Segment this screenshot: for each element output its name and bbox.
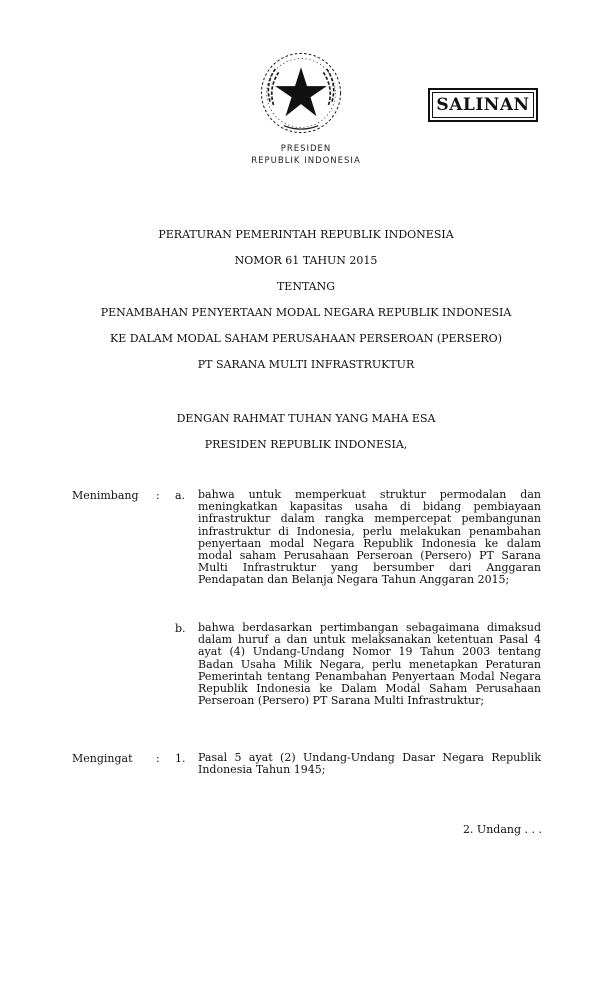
mengingat-colon: : bbox=[156, 752, 160, 765]
menimbang-paragraph-a: bahwa untuk memperkuat struktur permodalan dan meningkatkan kapasitas usaha di bidang pembiayaan infrastruktur dalam rangka mempercepat pembangunan infrastruktur di Indonesia, perlu melakukan penambahan penyertaan modal Negara Republik Indonesia ke dalam modal saham Perusahaan Perseroan (Persero) PT Sarana Multi Infrastruktur yang bersumber dari Anggaran Pendapatan dan Belanja Negara Tahun Anggaran 2015; bbox=[198, 488, 541, 587]
regulation-subject-line3: PT SARANA MULTI INFRASTRUKTUR bbox=[197, 358, 415, 371]
preamble-president: PRESIDEN REPUBLIK INDONESIA, bbox=[204, 438, 408, 451]
regulation-subject-line1: PENAMBAHAN PENYERTAAN MODAL NEGARA REPUBLIK INDONESIA bbox=[100, 306, 512, 319]
item-marker: 1. bbox=[175, 752, 186, 765]
salinan-label: SALINAN bbox=[436, 95, 530, 115]
salinan-stamp bbox=[428, 88, 538, 122]
regulation-subject-line2: KE DALAM MODAL SAHAM PERUSAHAAN PERSEROAN (PERSERO) bbox=[109, 332, 502, 345]
page-continuation: 2. Undang . . . bbox=[462, 823, 542, 836]
regulation-title: PERATURAN PEMERINTAH REPUBLIK INDONESIA bbox=[158, 228, 454, 241]
office-line-republik: REPUBLIK INDONESIA bbox=[251, 156, 361, 166]
preamble-divine-grace: DENGAN RAHMAT TUHAN YANG MAHA ESA bbox=[176, 412, 436, 425]
menimbang-paragraph-b: bahwa berdasarkan pertimbangan sebagaimana dimaksud dalam huruf a dan untuk melaksanakan ketentuan Pasal 4 ayat (4) Undang-Undang Nomor 19 Tahun 2003 tentang Badan Usaha Milik Negara, perlu menetapkan Peraturan Pemerintah tentang Penambahan Penyertaan Modal Negara Republik Indonesia ke Dalam Modal Saham Perusahaan Perseroan (Persero) PT Sarana Multi Infrastruktur; bbox=[198, 621, 541, 708]
menimbang-label: Menimbang bbox=[72, 489, 139, 502]
office-line-presiden: PRESIDEN bbox=[280, 144, 332, 154]
item-marker: a. bbox=[175, 489, 186, 502]
mengingat-paragraph-1: Pasal 5 ayat (2) Undang-Undang Dasar Negara Republik Indonesia Tahun 1945; bbox=[198, 751, 541, 777]
presidential-emblem bbox=[258, 50, 344, 136]
menimbang-colon: : bbox=[156, 489, 160, 502]
item-marker: b. bbox=[175, 622, 186, 635]
regulation-tentang: TENTANG bbox=[276, 280, 336, 293]
regulation-number: NOMOR 61 TAHUN 2015 bbox=[234, 254, 378, 267]
mengingat-label: Mengingat bbox=[72, 752, 133, 765]
